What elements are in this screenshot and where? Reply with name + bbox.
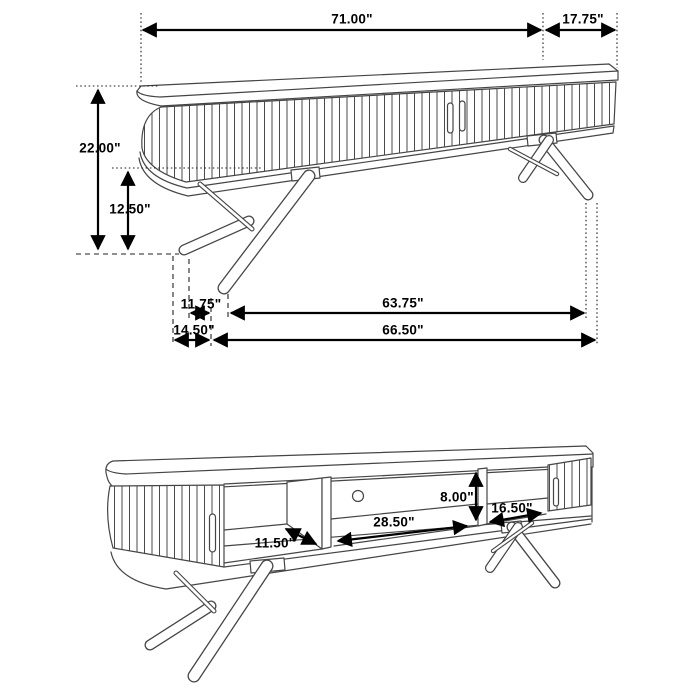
dim-opening-height-label: 8.00" xyxy=(440,489,474,505)
dim-overall-depth-label: 17.75" xyxy=(562,11,604,27)
dim-right-opening-label: 16.50" xyxy=(491,500,533,516)
door-handle-right-icon xyxy=(460,101,466,131)
x-leg-right xyxy=(490,521,555,583)
cable-hole-icon xyxy=(353,491,364,502)
dim-leg-height-label: 12.50" xyxy=(109,201,151,217)
dim-outer-span-label: 66.50" xyxy=(382,322,424,338)
x-leg-left xyxy=(150,558,285,676)
front-view-drawing xyxy=(137,64,618,288)
divider-left-front xyxy=(322,477,331,549)
dotted-guides xyxy=(76,13,617,345)
door-handle-left-icon xyxy=(210,514,216,552)
dim-foot-width-label: 14.50" xyxy=(173,322,215,338)
door-handle-right-icon xyxy=(554,478,559,506)
divider-right xyxy=(478,468,487,526)
back-view-drawing xyxy=(106,446,593,676)
dim-inner-span-label: 63.75" xyxy=(382,295,424,311)
door-handle-left-icon xyxy=(448,103,454,133)
dim-foot-gap-label: 11.75" xyxy=(180,296,222,312)
x-leg-right xyxy=(510,133,588,195)
guide-lines xyxy=(76,13,617,346)
dim-overall-width-label: 71.00" xyxy=(331,11,373,27)
dim-overall-height-label: 22.00" xyxy=(79,140,121,156)
dim-center-opening-label: 28.50" xyxy=(373,514,415,530)
left-shelf-back-edge xyxy=(224,524,287,530)
x-leg-left xyxy=(184,167,320,288)
dim-opening-depth-label: 11.50" xyxy=(254,535,296,551)
tambour-door-back-left xyxy=(108,485,224,567)
